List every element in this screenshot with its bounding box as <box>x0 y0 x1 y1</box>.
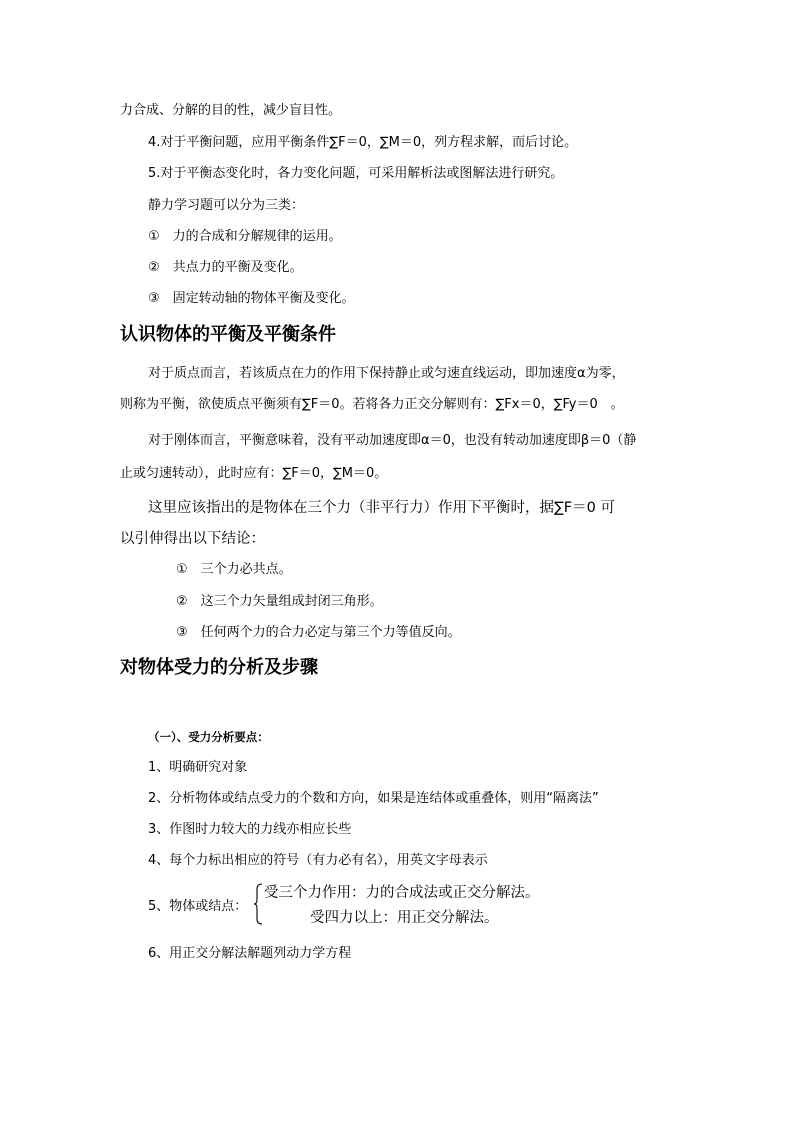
step-5-case-1: 受三个力作用：力的合成法或正交分解法。 <box>264 885 540 901</box>
step-5-case-2: 受四力以上：用正交分解法。 <box>310 910 499 926</box>
step-6: 6、用正交分解法解题列动力学方程 <box>148 946 352 961</box>
intro-item-3: ③ 固定转动轴的物体平衡及变化。 <box>148 291 355 306</box>
section-1-para-1a: 对于质点而言，若该质点在力的作用下保持静止或匀速直线运动，即加速度α为零， <box>148 366 625 381</box>
section-2-subtitle: （一）、受力分析要点： <box>148 730 269 744</box>
section-1-item-3: ③ 任何两个力的合力必定与第三个力等值反向。 <box>176 625 461 640</box>
section-1-para-3a: 这里应该指出的是物体在三个力（非平行力）作用下平衡时，据∑F＝0 可 <box>148 500 615 516</box>
step-2: 2、分析物体或结点受力的个数和方向，如果是连结体或重叠体，则用“隔离法” <box>148 791 599 806</box>
intro-item-1: ① 力的合成和分解规律的运用。 <box>148 229 342 244</box>
intro-line-2: 4.对于平衡问题，应用平衡条件∑F＝0，∑M＝0，列方程求解，而后讨论。 <box>148 135 578 150</box>
left-brace-icon <box>253 883 263 925</box>
section-1-para-2a: 对于刚体而言，平衡意味着，没有平动加速度即α＝0，也没有转动加速度即β＝0（静 <box>148 433 637 448</box>
step-1: 1、明确研究对象 <box>148 760 248 775</box>
section-2-title: 对物体受力的分析及步骤 <box>120 657 318 678</box>
section-1-item-1: ① 三个力必共点。 <box>176 562 292 577</box>
section-1-item-2: ② 这三个力矢量组成封闭三角形。 <box>176 594 383 609</box>
step-5-label: 5、物体或结点： <box>148 899 248 914</box>
intro-line-3: 5.对于平衡态变化时，各力变化问题，可采用解析法或图解法进行研究。 <box>148 166 564 181</box>
intro-item-2: ② 共点力的平衡及变化。 <box>148 260 303 275</box>
intro-line-1: 力合成、分解的目的性，减少盲目性。 <box>120 103 342 118</box>
step-3: 3、作图时力较大的力线亦相应长些 <box>148 822 352 837</box>
section-1-para-3b: 以引伸得出以下结论： <box>120 531 265 547</box>
intro-line-4: 静力学习题可以分为三类： <box>148 198 305 213</box>
step-4: 4、每个力标出相应的符号（有力必有名），用英文字母表示 <box>148 853 488 868</box>
section-1-title: 认识物体的平衡及平衡条件 <box>120 324 336 345</box>
section-1-para-2b: 止或匀速转动），此时应有：∑F＝0，∑M＝0。 <box>120 466 388 481</box>
section-1-para-1b: 则称为平衡，欲使质点平衡须有∑F＝0。若将各力正交分解则有：∑Fx＝0，∑Fy＝0 。 <box>120 397 624 412</box>
